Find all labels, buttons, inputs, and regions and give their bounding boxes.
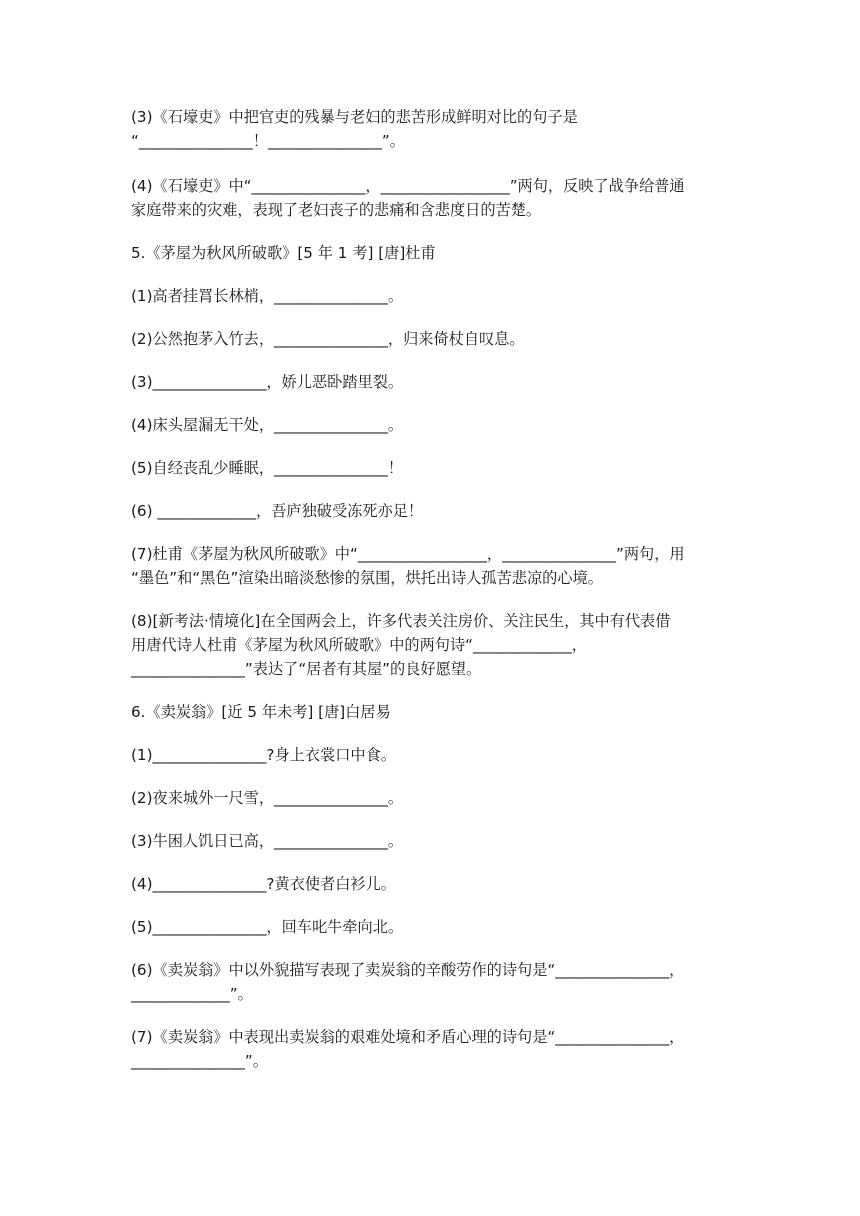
section-5-item-2: (2)公然抱茅入竹去，_______________，归来倚杖自叹息。 bbox=[131, 330, 525, 348]
section-5-item-8-line-1: (8)[新考法·情境化]在全国两会上，许多代表关注房价、关注民生，其中有代表借 bbox=[131, 612, 671, 630]
section-5-item-4: (4)床头屋漏无干处，_______________。 bbox=[131, 416, 404, 434]
section-5-item-7-line-2: “墨色”和“黑色”渲染出暗淡愁惨的氛围，烘托出诗人孤苦悲凉的心境。 bbox=[131, 569, 603, 587]
question-4-line-1: (4)《石壕吏》中“_______________，_________________”两句，反映了战争给普通 bbox=[131, 177, 685, 195]
section-6-item-6-line-2: _____________”。 bbox=[131, 985, 253, 1003]
section-6-item-3: (3)牛困人饥日已高，_______________。 bbox=[131, 832, 404, 850]
section-5-heading: 5.《茅屋为秋风所破歌》[5 年 1 考] [唐]杜甫 bbox=[131, 244, 436, 262]
section-6-item-5: (5)_______________，回车叱牛牵向北。 bbox=[131, 918, 404, 936]
section-5-item-7-line-1: (7)杜甫《茅屋为秋风所破歌》中“_________________，_______________”两句，用 bbox=[131, 545, 685, 563]
section-5-item-1: (1)高者挂罥长林梢，_______________。 bbox=[131, 287, 404, 305]
section-6-item-2: (2)夜来城外一尺雪，_______________。 bbox=[131, 789, 404, 807]
section-5-item-8-line-2: 用唐代诗人杜甫《茅屋为秋风所破歌》中的两句诗“_____________， bbox=[131, 636, 587, 654]
section-6-item-1: (1)_______________?身上衣裳口中食。 bbox=[131, 746, 396, 764]
section-6-item-4: (4)_______________?黄衣使者白衫儿。 bbox=[131, 875, 396, 893]
section-5-item-8-line-3: _______________”表达了“居者有其屋”的良好愿望。 bbox=[131, 660, 482, 678]
section-5-item-3: (3)_______________，娇儿恶卧踏里裂。 bbox=[131, 373, 404, 391]
section-6-item-7-line-2: _______________”。 bbox=[131, 1052, 268, 1070]
section-6-item-7-line-1: (7)《卖炭翁》中表现出卖炭翁的艰难处境和矛盾心理的诗句是“_______________， bbox=[131, 1028, 685, 1046]
section-5-item-5: (5)自经丧乱少睡眠，_______________！ bbox=[131, 459, 404, 477]
section-6-item-6-line-1: (6)《卖炭翁》中以外貌描写表现了卖炭翁的辛酸劳作的诗句是“_______________， bbox=[131, 961, 685, 979]
question-3-line-2: “_______________！_______________”。 bbox=[131, 132, 405, 150]
question-4-line-2: 家庭带来的灾难，表现了老妇丧子的悲痛和含悲度日的苦楚。 bbox=[131, 201, 542, 219]
section-6-heading: 6.《卖炭翁》[近 5 年未考] [唐]白居易 bbox=[131, 703, 391, 721]
question-3-line-1: (3)《石壕吏》中把官吏的残暴与老妇的悲苦形成鲜明对比的句子是 bbox=[131, 108, 578, 126]
section-5-item-6: (6) _____________，吾庐独破受冻死亦足！ bbox=[131, 502, 424, 520]
